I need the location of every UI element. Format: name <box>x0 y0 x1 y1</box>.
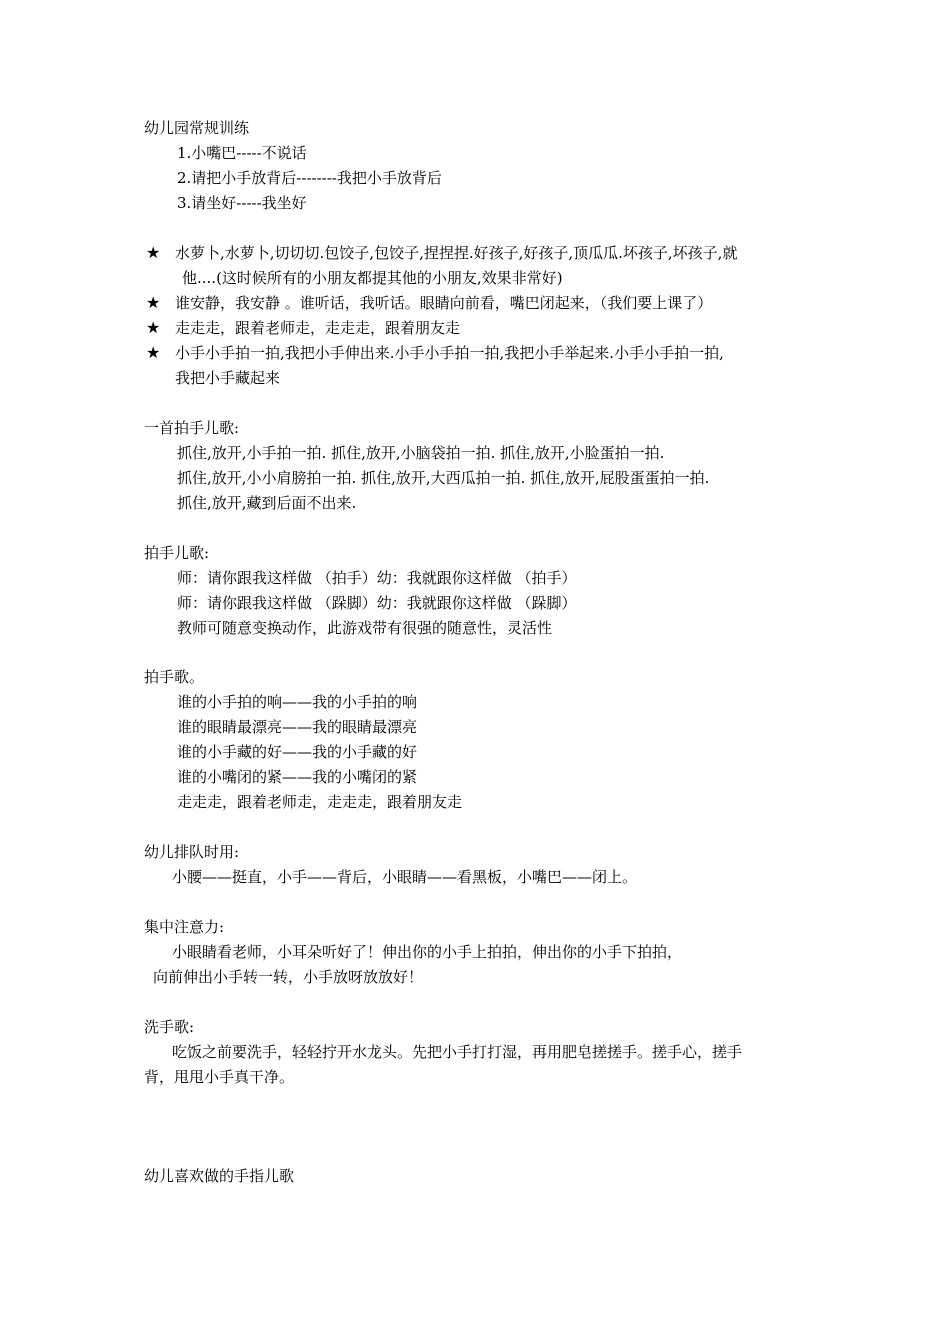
focus-line-2: 向前伸出小手转一转，小手放呀放放好！ <box>153 968 424 986</box>
star-item-1-line-1: 水萝卜,水萝卜,切切切.包饺子,包饺子,捏捏捏.好孩子,好孩子,顶瓜瓜.坏孩子,坏孩子,就 <box>175 244 738 262</box>
star-item-4-line-2: 我把小手藏起来 <box>175 369 281 387</box>
handwash-line-1: 吃饭之前要洗手，轻轻拧开水龙头。先把小手打打湿，再用肥皂搓搓手。搓手心，搓手 <box>172 1043 743 1061</box>
clap-song-3-heading: 拍手歌。 <box>144 668 205 686</box>
star-bullet-icon: ★ <box>146 293 161 312</box>
routine-item-3: 3.请坐好-----我坐好 <box>177 194 307 212</box>
clap-song-1-line: 抓住,放开,小小肩膀拍一拍. 抓住,放开,大西瓜拍一拍. 抓住,放开,屁股蛋蛋拍一拍. <box>177 469 710 487</box>
clap-song-2-line: 教师可随意变换动作，此游戏带有很强的随意性，灵活性 <box>177 619 553 637</box>
clap-song-3-line: 走走走，跟着老师走，走走走，跟着朋友走 <box>177 793 463 811</box>
focus-line-1: 小眼睛看老师，小耳朵听好了！伸出你的小手上拍拍，伸出你的小手下拍拍， <box>172 943 683 961</box>
star-bullet-icon: ★ <box>146 318 161 337</box>
clap-song-3-line: 谁的小手拍的响——我的小手拍的响 <box>177 693 418 711</box>
star-item-3: 走走走，跟着老师走，走走走，跟着朋友走 <box>175 319 461 337</box>
focus-heading: 集中注意力: <box>144 918 225 936</box>
star-item-4-line-1: 小手小手拍一拍,我把小手伸出来.小手小手拍一拍,我把小手举起来.小手小手拍一拍, <box>175 344 724 362</box>
clap-song-1-heading: 一首拍手儿歌: <box>144 419 240 437</box>
lineup-heading: 幼儿排队时用: <box>144 843 240 861</box>
handwash-heading: 洗手歌: <box>144 1018 195 1036</box>
lineup-line: 小腰——挺直，小手——背后，小眼睛——看黑板，小嘴巴——闭上。 <box>172 868 638 886</box>
handwash-line-2: 背，甩甩小手真干净。 <box>144 1068 295 1086</box>
clap-song-3-line: 谁的小嘴闭的紧——我的小嘴闭的紧 <box>177 768 418 786</box>
star-item-1-line-2: 他....(这时候所有的小朋友都提其他的小朋友,效果非常好) <box>182 269 563 287</box>
routine-item-1: 1.小嘴巴-----不说话 <box>177 144 307 162</box>
clap-song-2-line: 师：请你跟我这样做 （拍手）幼：我就跟你这样做 （拍手） <box>177 569 577 587</box>
clap-song-1-line: 抓住,放开,小手拍一拍. 抓住,放开,小脑袋拍一拍. 抓住,放开,小脸蛋拍一拍. <box>177 444 665 462</box>
clap-song-3-line: 谁的小手藏的好——我的小手藏的好 <box>177 743 418 761</box>
doc-title: 幼儿园常规训练 <box>144 119 250 137</box>
clap-song-2-heading: 拍手儿歌: <box>144 544 210 562</box>
clap-song-1-line: 抓住,放开,藏到后面不出来. <box>177 494 357 512</box>
clap-song-2-line: 师：请你跟我这样做 （跺脚）幼：我就跟你这样做 （跺脚） <box>177 594 577 612</box>
star-item-2: 谁安静，我安静 。谁听话，我听话。眼睛向前看，嘴巴闭起来，（我们要上课了） <box>175 294 713 312</box>
star-bullet-icon: ★ <box>146 343 161 362</box>
clap-song-3-line: 谁的眼睛最漂亮——我的眼睛最漂亮 <box>177 718 418 736</box>
routine-item-2: 2.请把小手放背后--------我把小手放背后 <box>177 169 442 187</box>
finger-songs-title: 幼儿喜欢做的手指儿歌 <box>144 1167 295 1185</box>
star-bullet-icon: ★ <box>146 243 161 262</box>
